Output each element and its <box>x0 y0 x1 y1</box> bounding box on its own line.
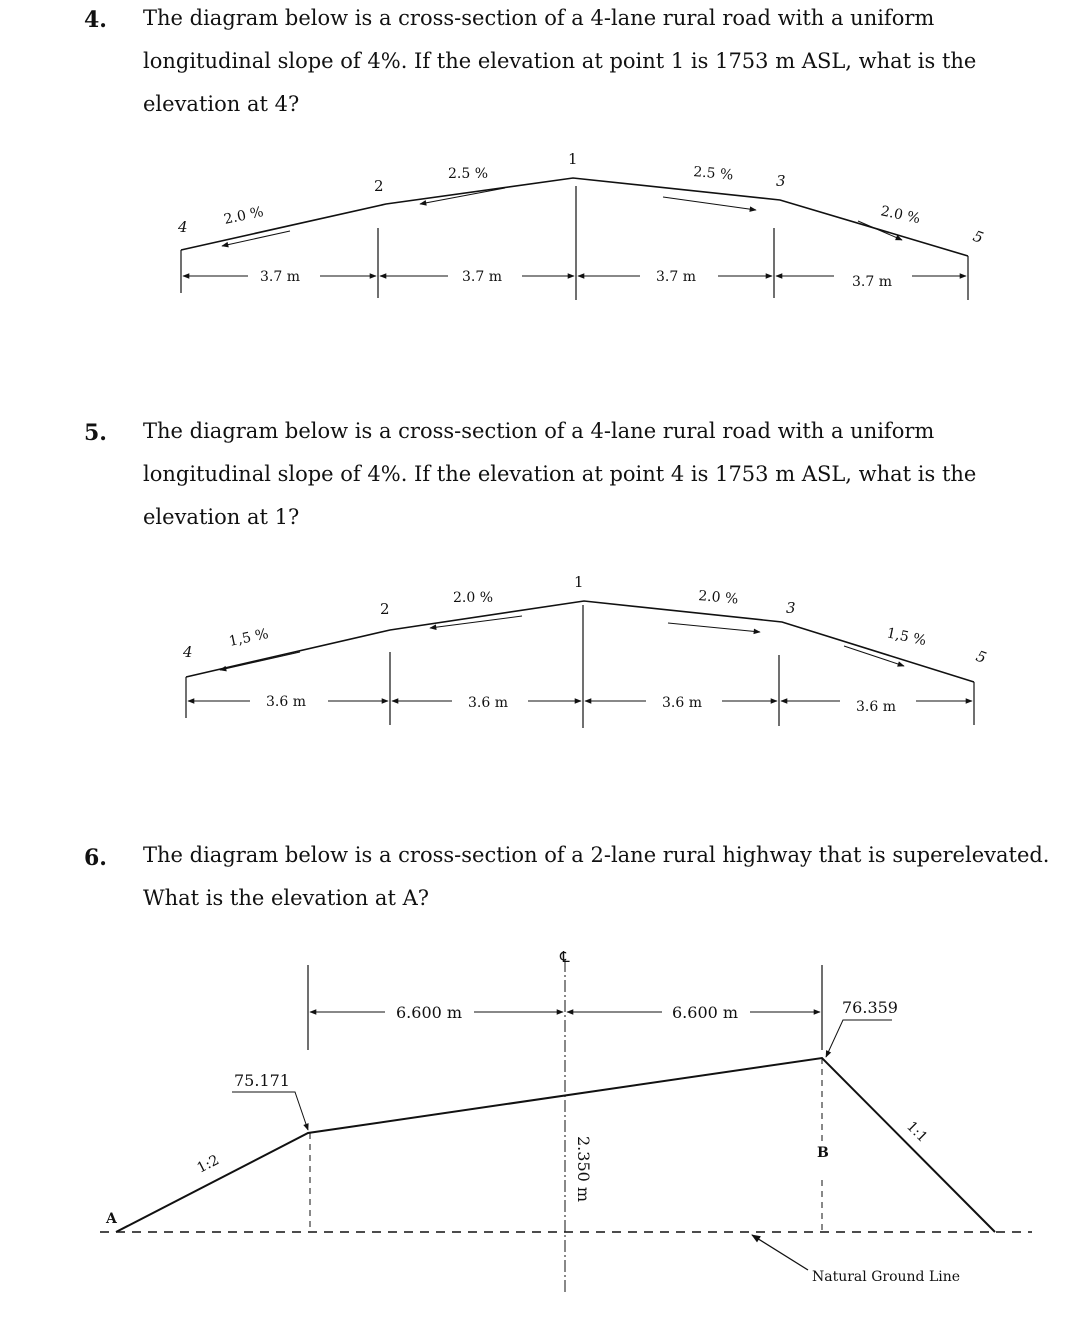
q4-point-3: 3 <box>776 172 786 190</box>
q4-point-4: 4 <box>178 218 188 236</box>
q6-ground-label: Natural Ground Line <box>812 1269 961 1285</box>
q4-slope-3: 2.5 % <box>692 164 734 184</box>
q4-slope-4: 2.0 % <box>879 203 922 228</box>
question-5-diagram <box>0 560 1080 760</box>
q4-point-1: 1 <box>568 150 578 168</box>
q6-point-b: B <box>817 1145 829 1161</box>
q6-left-width: 6.600 m <box>396 1003 463 1022</box>
q5-point-1: 1 <box>574 573 584 591</box>
q6-left-slope: 1:2 <box>194 1152 222 1177</box>
q4-width-3: 3.7 m <box>656 269 696 285</box>
q4-point-5: 5 <box>970 226 986 248</box>
q6-right-elevation: 76.359 <box>842 998 898 1017</box>
question-6-diagram <box>0 940 1080 1320</box>
q6-point-a: A <box>106 1211 117 1227</box>
q6-right-slope: 1:1 <box>903 1118 931 1146</box>
q4-slope-1: 2.0 % <box>222 203 265 228</box>
q5-width-4: 3.6 m <box>856 699 896 715</box>
q5-width-3: 3.6 m <box>662 695 702 711</box>
q6-left-elevation: 75.171 <box>234 1071 290 1090</box>
q6-depth: 2.350 m <box>574 1136 593 1203</box>
q5-point-4: 4 <box>183 643 193 661</box>
q4-width-2: 3.7 m <box>462 269 502 285</box>
q5-slope-3: 2.0 % <box>697 588 739 608</box>
road-profile <box>181 178 968 256</box>
q5-point-5: 5 <box>973 646 989 668</box>
q5-slope-1: 1,5 % <box>227 625 270 650</box>
question-4-diagram <box>0 0 1080 330</box>
q5-slope-4: 1,5 % <box>885 625 928 650</box>
q5-slope-2: 2.0 % <box>453 590 494 606</box>
centerline-symbol: ℄ <box>560 948 570 966</box>
road-profile <box>186 601 974 682</box>
q4-point-2: 2 <box>374 177 384 195</box>
question-4-number: 4. <box>84 7 107 33</box>
q4-width-4: 3.7 m <box>852 274 892 290</box>
question-5-number: 5. <box>84 420 107 446</box>
q5-point-3: 3 <box>786 599 796 617</box>
question-6-text: The diagram below is a cross-section of a 2-lane rural highway that is superelevated. What is the elevation at A? <box>143 843 1050 910</box>
question-4-text: The diagram below is a cross-section of a 4-lane rural road with a uniform longitudinal slope of 4%. If the elevation at point 1 is 1753 m ASL, what is the elevation at 4? <box>143 6 977 116</box>
q5-point-2: 2 <box>380 600 390 618</box>
q5-width-2: 3.6 m <box>468 695 508 711</box>
q4-slope-2: 2.5 % <box>448 166 489 182</box>
question-5-text: The diagram below is a cross-section of a 4-lane rural road with a uniform longitudinal slope of 4%. If the elevation at point 4 is 1753 m ASL, what is the elevation at 1? <box>143 419 977 529</box>
q4-width-1: 3.7 m <box>260 269 300 285</box>
q6-right-width: 6.600 m <box>672 1003 739 1022</box>
question-6-number: 6. <box>84 845 107 871</box>
q5-width-1: 3.6 m <box>266 694 306 710</box>
